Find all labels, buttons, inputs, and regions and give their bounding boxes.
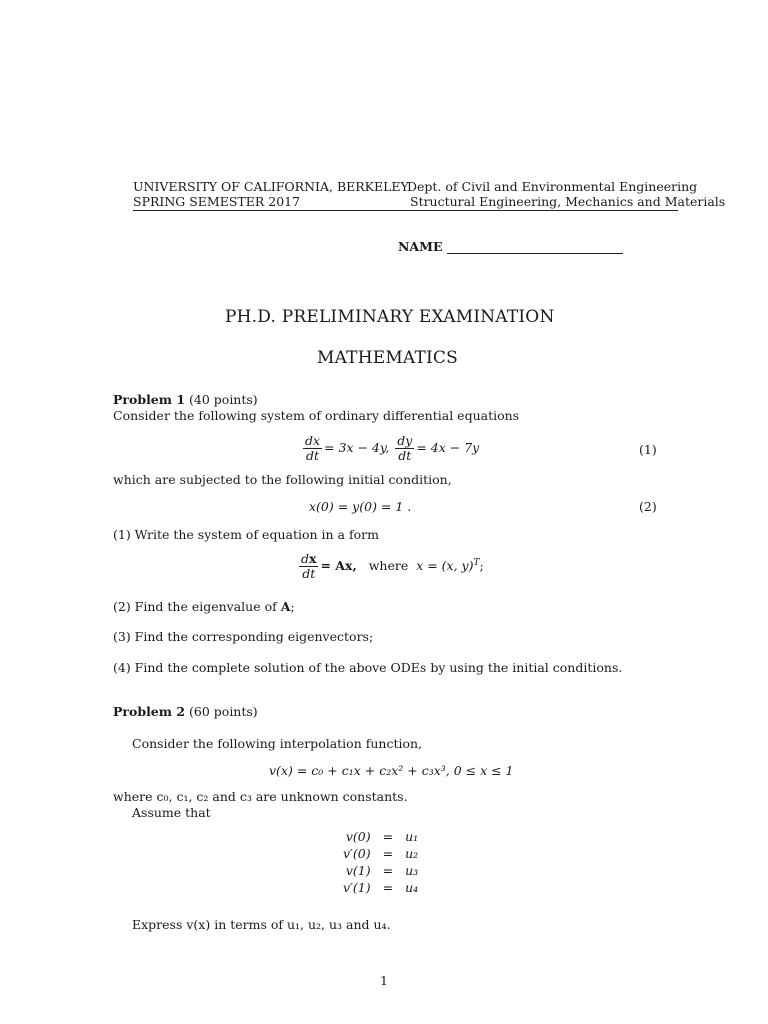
eq1-part2-rhs: = 4x − 7y: [416, 440, 480, 455]
name-label: NAME: [398, 239, 443, 254]
question-2-text: (2) Find the eigenvalue of: [113, 599, 277, 614]
question-3: (3) Find the corresponding eigenvectors;: [113, 629, 374, 644]
unknown-constants-text: where c₀, c₁, c₂ and c₃ are unknown constants.: [113, 789, 408, 804]
equation-2-number: (2): [639, 499, 657, 514]
condition-row: v(0) = u₁: [345, 829, 419, 844]
question-4: (4) Find the complete solution of the above ODEs by using the initial conditions.: [113, 660, 623, 675]
equation-1-number: (1): [639, 442, 657, 457]
university-name: UNIVERSITY OF CALIFORNIA, BERKELEY: [133, 179, 409, 194]
question-1: (1) Write the system of equation in a form: [113, 527, 379, 542]
where-word: where: [368, 558, 409, 573]
vector-definition: x = (x, y): [416, 558, 474, 573]
assume-text: Assume that: [132, 805, 211, 820]
question-2: [113, 599, 295, 614]
matrix-form-equation: $\frac{dx}{dt}$ = Ax, where x = (x, y)$^T$;: [301, 551, 484, 581]
problem2-points: (60 points): [189, 704, 258, 719]
dydt-fraction: $\frac{dy}{dt}$: [397, 433, 413, 463]
condition-row: v(1) = u₃: [345, 863, 419, 878]
question-2-end: ;: [290, 599, 295, 614]
page-number: 1: [380, 973, 388, 988]
exam-subject: MATHEMATICS: [317, 348, 458, 368]
department: Dept. of Civil and Environmental Engineering: [407, 179, 698, 194]
express-instruction: Express v(x) in terms of u₁, u₂, u₃ and u₄.: [132, 917, 391, 932]
matrix-form-rhs: = Ax,: [320, 558, 357, 573]
problem2-intro: Consider the following interpolation function,: [132, 736, 423, 751]
dXdt-fraction: $\frac{dx}{dt}$: [301, 551, 317, 581]
problem1-intro: Consider the following system of ordinary differential equations: [113, 408, 520, 423]
problem1-label: Problem 1: [113, 392, 186, 407]
question-2-matrix: A: [280, 599, 291, 614]
eq1-part1-rhs: = 3x − 4y,: [324, 440, 390, 455]
dxdt-fraction: $\frac{dx}{dt}$: [305, 433, 321, 463]
initial-condition-text: which are subjected to the following initial condition,: [113, 472, 452, 487]
problem2-heading: [113, 704, 258, 719]
problem1-heading: [113, 392, 258, 407]
problem2-label: Problem 2: [113, 704, 186, 719]
condition-row: v′(0) = u₂: [343, 846, 419, 861]
condition-row: v′(1) = u₄: [343, 880, 419, 895]
header-rule: [133, 210, 678, 211]
program: Structural Engineering, Mechanics and Materials: [410, 194, 726, 209]
equation-1: [301, 434, 479, 463]
equation-2: x(0) = y(0) = 1 .: [309, 499, 412, 514]
problem1-points: (40 points): [189, 392, 258, 407]
interpolation-function: v(x) = c₀ + c₁x + c₂x² + c₃x³, 0 ≤ x ≤ 1: [269, 763, 514, 778]
name-field-line: [447, 253, 623, 254]
semester: SPRING SEMESTER 2017: [133, 194, 301, 209]
boundary-conditions: [337, 828, 424, 896]
exam-title: PH.D. PRELIMINARY EXAMINATION: [225, 307, 555, 327]
